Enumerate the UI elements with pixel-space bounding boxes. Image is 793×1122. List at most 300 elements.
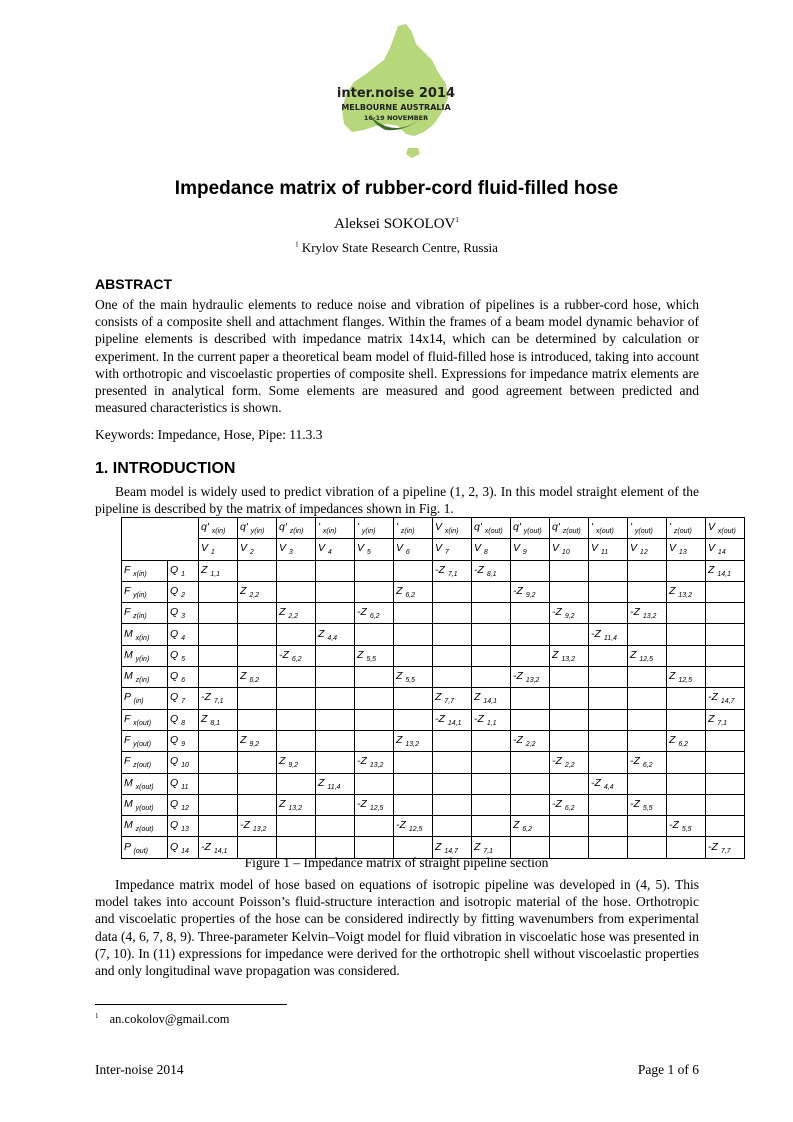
cell-symbol: F xyxy=(124,712,134,725)
cell-subscript: 5,5 xyxy=(681,826,692,834)
matrix-cell xyxy=(472,688,511,709)
matrix-cell xyxy=(199,581,238,602)
matrix-cell xyxy=(472,624,511,645)
cell-subscript: 9 xyxy=(181,741,185,749)
cell-symbol: Z xyxy=(201,712,211,725)
matrix-row-force xyxy=(122,667,168,688)
matrix-cell xyxy=(511,581,550,602)
matrix-cell xyxy=(394,709,433,730)
matrix-cell xyxy=(277,603,316,624)
cell-symbol: Z xyxy=(279,606,289,619)
matrix-cell xyxy=(238,667,277,688)
matrix-cell xyxy=(433,794,472,815)
cell-symbol: -Z xyxy=(708,691,721,704)
cell-symbol: ' xyxy=(357,521,362,534)
matrix-row xyxy=(122,752,745,773)
matrix-cell xyxy=(550,752,589,773)
cell-subscript: 6,2 xyxy=(522,826,533,834)
matrix-cell xyxy=(394,581,433,602)
matrix-cell xyxy=(355,603,394,624)
cell-symbol: Z xyxy=(474,840,484,853)
cell-symbol: P xyxy=(124,691,134,704)
matrix-cell xyxy=(667,709,706,730)
cell-symbol: ' xyxy=(630,521,635,534)
matrix-cell xyxy=(355,624,394,645)
cell-subscript: x(out) xyxy=(717,528,736,536)
matrix-cell xyxy=(589,560,628,581)
matrix-cell xyxy=(472,816,511,837)
cell-symbol: Q xyxy=(170,840,182,853)
cell-symbol: -Z xyxy=(474,712,487,725)
matrix-cell xyxy=(199,816,238,837)
matrix-cell xyxy=(706,752,745,773)
cell-symbol: M xyxy=(124,819,136,832)
cell-subscript: z(in) xyxy=(133,613,147,621)
matrix-cell xyxy=(589,752,628,773)
cell-subscript: (in) xyxy=(133,698,144,706)
cell-subscript: 13,2 xyxy=(642,613,657,621)
footer-page-number: Page 1 of 6 xyxy=(637,1062,699,1077)
matrix-column-header xyxy=(667,518,706,539)
matrix-cell xyxy=(316,581,355,602)
matrix-cell xyxy=(433,688,472,709)
cell-symbol: Q xyxy=(170,712,182,725)
cell-subscript: 9,2 xyxy=(249,741,260,749)
matrix-cell xyxy=(199,667,238,688)
matrix-cell xyxy=(277,794,316,815)
cell-subscript: 14,1 xyxy=(447,719,462,727)
matrix-cell xyxy=(589,730,628,751)
cell-symbol: -Z xyxy=(201,840,214,853)
matrix-column-header xyxy=(706,539,745,560)
matrix-cell xyxy=(511,560,550,581)
intro-paragraph-1: Beam model is widely used to predict vibration of a pipeline (1, 2, 3). In this model straight element of the pipeline is described by the matrix of impedances shown in Fig. 1. xyxy=(95,484,699,517)
cell-subscript: 4,4 xyxy=(603,783,614,791)
cell-subscript: 7,1 xyxy=(483,847,494,855)
matrix-cell xyxy=(628,667,667,688)
matrix-row-force xyxy=(122,752,168,773)
cell-symbol: -Z xyxy=(591,627,604,640)
cell-symbol: -Z xyxy=(357,606,370,619)
cell-symbol: Z xyxy=(396,670,406,683)
cell-subscript: 2,2 xyxy=(564,762,575,770)
cell-symbol: Q xyxy=(170,670,182,683)
cell-subscript: 2,2 xyxy=(249,592,260,600)
cell-symbol: P xyxy=(124,840,134,853)
cell-subscript: 12 xyxy=(181,805,189,813)
matrix-cell xyxy=(238,752,277,773)
matrix-cell xyxy=(511,816,550,837)
cell-symbol: Z xyxy=(435,691,445,704)
cell-subscript: x(out) xyxy=(133,719,152,727)
matrix-row-q xyxy=(168,645,199,666)
cell-symbol: Z xyxy=(240,584,250,597)
matrix-cell xyxy=(667,581,706,602)
matrix-row-q xyxy=(168,560,199,581)
matrix-row-q xyxy=(168,730,199,751)
matrix-cell xyxy=(706,773,745,794)
matrix-cell xyxy=(628,645,667,666)
cell-symbol: -Z xyxy=(435,712,448,725)
matrix-cell xyxy=(706,560,745,581)
cell-symbol: F xyxy=(124,755,134,768)
cell-subscript: x(in) xyxy=(322,528,337,536)
cell-subscript: x(out) xyxy=(135,783,154,791)
cell-subscript: 9 xyxy=(522,549,527,557)
matrix-cell xyxy=(472,645,511,666)
cell-subscript: 13 xyxy=(678,549,687,557)
matrix-cell xyxy=(238,645,277,666)
matrix-cell xyxy=(316,773,355,794)
cell-subscript: y(out) xyxy=(523,528,542,536)
cell-symbol: Z xyxy=(279,797,289,810)
matrix-cell xyxy=(628,560,667,581)
cell-symbol: -Z xyxy=(552,606,565,619)
matrix-cell xyxy=(199,794,238,815)
cell-symbol: -Z xyxy=(513,584,526,597)
logo-title: inter.noise 2014 xyxy=(336,86,456,101)
matrix-cell xyxy=(316,560,355,581)
cell-subscript: 5,5 xyxy=(405,677,416,685)
matrix-cell xyxy=(628,816,667,837)
author-line xyxy=(0,216,793,233)
cell-subscript: 3 xyxy=(288,549,293,557)
matrix-cell xyxy=(394,794,433,815)
matrix-cell xyxy=(316,752,355,773)
cell-subscript: 5,5 xyxy=(642,805,653,813)
cell-subscript: z(out) xyxy=(562,528,581,536)
cell-symbol: Z xyxy=(396,584,406,597)
cell-subscript: 8,1 xyxy=(486,570,497,578)
matrix-cell xyxy=(667,752,706,773)
matrix-cell xyxy=(706,709,745,730)
matrix-column-header xyxy=(238,518,277,539)
matrix-row-force xyxy=(122,581,168,602)
cell-subscript: 12,5 xyxy=(678,677,692,685)
cell-subscript: 12,5 xyxy=(408,826,423,834)
cell-subscript: 10 xyxy=(181,762,189,770)
matrix-column-header xyxy=(316,518,355,539)
matrix-cell xyxy=(238,730,277,751)
matrix-row xyxy=(122,581,745,602)
cell-subscript: 10 xyxy=(561,549,570,557)
cell-subscript: 13,2 xyxy=(561,655,575,663)
matrix-cell xyxy=(667,794,706,815)
cell-subscript: 8,1 xyxy=(210,719,221,727)
matrix-row xyxy=(122,730,745,751)
matrix-cell xyxy=(511,752,550,773)
matrix-cell xyxy=(511,624,550,645)
matrix-row-force xyxy=(122,624,168,645)
matrix-cell xyxy=(550,667,589,688)
footnote xyxy=(95,1012,229,1027)
cell-subscript: 14,1 xyxy=(213,847,228,855)
cell-symbol: -Z xyxy=(552,755,565,768)
matrix-cell xyxy=(433,581,472,602)
cell-symbol: Z xyxy=(240,734,250,747)
matrix-cell xyxy=(550,773,589,794)
matrix-column-header xyxy=(550,539,589,560)
matrix-cell xyxy=(589,794,628,815)
matrix-row-force xyxy=(122,688,168,709)
matrix-row-q xyxy=(168,752,199,773)
matrix-row xyxy=(122,688,745,709)
matrix-row-force xyxy=(122,794,168,815)
cell-subscript: 13 xyxy=(181,826,189,834)
cell-subscript: 14,1 xyxy=(717,570,731,578)
cell-symbol: Q xyxy=(170,797,182,810)
cell-subscript: 4,4 xyxy=(327,634,338,642)
matrix-row-force xyxy=(122,560,168,581)
cell-subscript: 4 xyxy=(181,634,185,642)
matrix-cell xyxy=(667,773,706,794)
matrix-row-q xyxy=(168,816,199,837)
cell-subscript: 3 xyxy=(181,613,185,621)
matrix-column-header xyxy=(511,518,550,539)
matrix-cell xyxy=(550,816,589,837)
matrix-cell xyxy=(316,667,355,688)
matrix-cell xyxy=(433,645,472,666)
cell-subscript: 13,2 xyxy=(525,677,540,685)
cell-subscript: 6,2 xyxy=(249,677,260,685)
cell-symbol: -Z xyxy=(513,670,526,683)
footnote-divider xyxy=(95,1004,287,1005)
matrix-cell xyxy=(511,645,550,666)
matrix-cell xyxy=(316,709,355,730)
matrix-cell xyxy=(550,603,589,624)
matrix-cell xyxy=(238,794,277,815)
cell-subscript: y(out) xyxy=(634,528,653,536)
matrix-cell xyxy=(433,730,472,751)
cell-symbol: Q xyxy=(170,584,182,597)
cell-subscript: 1 xyxy=(181,570,185,578)
cell-symbol: V xyxy=(513,542,523,555)
matrix-cell xyxy=(589,667,628,688)
cell-symbol: Q xyxy=(170,648,182,661)
matrix-cell xyxy=(355,560,394,581)
matrix-cell xyxy=(667,688,706,709)
cell-symbol: V xyxy=(591,542,601,555)
matrix-cell xyxy=(589,603,628,624)
matrix-cell xyxy=(277,709,316,730)
cell-subscript: y(in) xyxy=(135,655,150,663)
matrix-cell xyxy=(511,773,550,794)
cell-symbol: Z xyxy=(201,563,211,576)
cell-subscript: 14 xyxy=(717,549,726,557)
cell-symbol: Z xyxy=(396,734,406,747)
cell-symbol: q' xyxy=(201,521,212,534)
matrix-row-q xyxy=(168,794,199,815)
cell-subscript: 5,5 xyxy=(366,655,377,663)
cell-symbol: -Z xyxy=(357,797,370,810)
matrix-cell xyxy=(706,667,745,688)
cell-symbol: Q xyxy=(170,776,182,789)
matrix-column-header xyxy=(589,539,628,560)
cell-symbol: ' xyxy=(669,521,674,534)
matrix-cell xyxy=(394,688,433,709)
cell-symbol: F xyxy=(124,563,134,576)
matrix-cell xyxy=(550,688,589,709)
cell-symbol: Q xyxy=(170,755,182,768)
matrix-row xyxy=(122,773,745,794)
cell-symbol: V xyxy=(630,542,640,555)
cell-symbol: Q xyxy=(170,563,182,576)
cell-subscript: 2 xyxy=(249,549,254,557)
cell-symbol: Z xyxy=(552,648,562,661)
cell-subscript: 6,2 xyxy=(564,805,575,813)
matrix-cell xyxy=(277,581,316,602)
matrix-cell xyxy=(589,581,628,602)
cell-subscript: 6,2 xyxy=(678,741,689,749)
matrix-column-header xyxy=(472,539,511,560)
affiliation xyxy=(0,240,793,256)
matrix-cell xyxy=(394,730,433,751)
matrix-cell xyxy=(706,645,745,666)
matrix-cell xyxy=(355,709,394,730)
matrix-cell xyxy=(472,752,511,773)
logo-location: MELBOURNE AUSTRALIA xyxy=(341,103,451,112)
matrix-column-header xyxy=(394,539,433,560)
cell-symbol: -Z xyxy=(630,606,643,619)
cell-subscript: 7,1 xyxy=(213,698,224,706)
matrix-cell xyxy=(589,645,628,666)
matrix-row xyxy=(122,794,745,815)
section-heading-introduction: 1. INTRODUCTION xyxy=(95,460,236,477)
matrix-row-q xyxy=(168,603,199,624)
matrix-cell xyxy=(628,603,667,624)
cell-symbol: V xyxy=(474,542,484,555)
matrix-cell xyxy=(199,624,238,645)
matrix-column-header xyxy=(628,518,667,539)
matrix-column-header xyxy=(550,518,589,539)
cell-symbol: M xyxy=(124,670,136,683)
matrix-cell xyxy=(199,730,238,751)
cell-symbol: q' xyxy=(240,521,251,534)
cell-subscript: 5 xyxy=(366,549,371,557)
cell-symbol: ' xyxy=(396,521,401,534)
cell-symbol: Z xyxy=(357,648,367,661)
cell-symbol: q' xyxy=(513,521,524,534)
cell-symbol: -Z xyxy=(240,819,253,832)
cell-subscript: z(in) xyxy=(400,528,415,536)
matrix-cell xyxy=(316,816,355,837)
matrix-column-header xyxy=(433,539,472,560)
cell-subscript: 13,2 xyxy=(252,826,267,834)
matrix-cell xyxy=(628,794,667,815)
cell-subscript: 9,2 xyxy=(288,762,299,770)
cell-symbol: V xyxy=(708,521,718,534)
matrix-row xyxy=(122,645,745,666)
author-name: Aleksei SOKOLOV xyxy=(334,216,456,232)
matrix-column-header xyxy=(199,539,238,560)
matrix-row-force xyxy=(122,730,168,751)
matrix-cell xyxy=(394,560,433,581)
matrix-row-q xyxy=(168,709,199,730)
matrix-cell xyxy=(238,773,277,794)
cell-subscript: 11,4 xyxy=(603,634,617,642)
matrix-cell xyxy=(199,560,238,581)
cell-symbol: Z xyxy=(708,712,718,725)
cell-symbol: V xyxy=(240,542,250,555)
cell-subscript: 1,1 xyxy=(210,570,221,578)
matrix-cell xyxy=(277,624,316,645)
cell-subscript: 12,5 xyxy=(369,805,384,813)
matrix-column-header xyxy=(433,518,472,539)
cell-symbol: Z xyxy=(435,840,445,853)
cell-subscript: 6 xyxy=(405,549,410,557)
matrix-cell xyxy=(550,709,589,730)
cell-subscript: y(in) xyxy=(133,592,147,600)
matrix-cell xyxy=(472,603,511,624)
matrix-cell xyxy=(511,688,550,709)
cell-subscript: y(out) xyxy=(133,741,152,749)
cell-subscript: 12,5 xyxy=(639,655,653,663)
cell-symbol: V xyxy=(396,542,406,555)
matrix-cell xyxy=(355,581,394,602)
matrix-cell xyxy=(316,794,355,815)
paper-title: Impedance matrix of rubber-cord fluid-filled hose xyxy=(174,178,619,199)
matrix-cell xyxy=(628,688,667,709)
figure-caption: Figure 1 – Impedance matrix of straight pipeline section xyxy=(244,855,549,870)
cell-symbol: F xyxy=(124,584,134,597)
matrix-cell xyxy=(667,816,706,837)
footnote-email: an.cokolov@gmail.com xyxy=(109,1012,230,1027)
cell-symbol: ' xyxy=(591,521,596,534)
matrix-cell xyxy=(472,560,511,581)
cell-subscript: x(in) xyxy=(133,570,147,578)
conference-logo xyxy=(336,20,456,170)
matrix-cell xyxy=(277,773,316,794)
matrix-cell xyxy=(277,688,316,709)
cell-subscript: 13,2 xyxy=(405,741,419,749)
matrix-cell xyxy=(433,773,472,794)
cell-symbol: Q xyxy=(170,627,182,640)
matrix-cell xyxy=(394,645,433,666)
matrix-cell xyxy=(511,709,550,730)
cell-subscript: 7,1 xyxy=(717,719,728,727)
matrix-cell xyxy=(706,624,745,645)
matrix-cell xyxy=(238,624,277,645)
matrix-cell xyxy=(667,624,706,645)
matrix-cell xyxy=(277,816,316,837)
matrix-cell xyxy=(199,603,238,624)
author-sup: 1 xyxy=(455,216,459,224)
matrix-cell xyxy=(706,688,745,709)
matrix-cell xyxy=(238,603,277,624)
matrix-cell xyxy=(472,773,511,794)
matrix-cell xyxy=(628,773,667,794)
cell-symbol: M xyxy=(124,627,136,640)
matrix-cell xyxy=(238,709,277,730)
matrix-column-header xyxy=(706,518,745,539)
cell-symbol: -Z xyxy=(435,563,448,576)
matrix-row xyxy=(122,816,745,837)
matrix-column-header xyxy=(277,539,316,560)
matrix-header-row xyxy=(122,518,745,539)
cell-symbol: Z xyxy=(318,627,328,640)
cell-symbol: V xyxy=(201,542,211,555)
matrix-cell xyxy=(550,581,589,602)
matrix-cell xyxy=(277,645,316,666)
cell-subscript: 14,7 xyxy=(444,847,458,855)
matrix-cell xyxy=(199,688,238,709)
cell-subscript: z(out) xyxy=(133,762,152,770)
cell-symbol: -Z xyxy=(552,797,565,810)
cell-symbol: Q xyxy=(170,734,182,747)
cell-symbol: Z xyxy=(630,648,640,661)
matrix-cell xyxy=(433,624,472,645)
cell-symbol: Q xyxy=(170,819,182,832)
